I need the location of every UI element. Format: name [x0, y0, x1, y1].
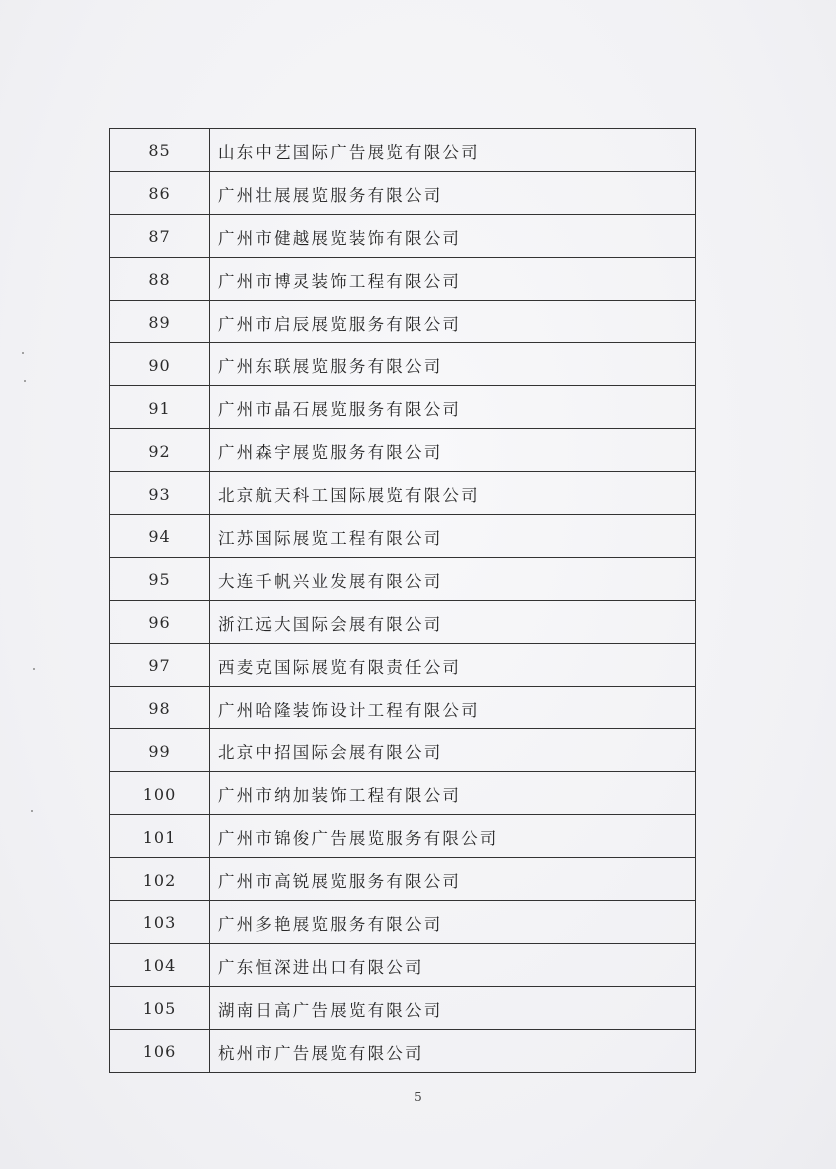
table-row: [110, 472, 695, 515]
table-row: [110, 944, 695, 987]
company-name-cell: 广州壮展展览服务有限公司: [218, 185, 443, 205]
row-number-cell: 106: [110, 1030, 210, 1072]
company-name-cell: 广州市锦俊广告展览服务有限公司: [218, 829, 499, 849]
table-row: [110, 901, 695, 944]
company-name-cell: 广州森宇展览服务有限公司: [218, 443, 443, 463]
table-row: [110, 772, 695, 815]
row-number-cell: 92: [110, 429, 210, 471]
company-name-cell: 西麦克国际展览有限责任公司: [218, 657, 462, 677]
table-row: [110, 429, 695, 472]
table-row: [110, 301, 695, 344]
row-number-cell: 90: [110, 343, 210, 385]
row-number-cell: 89: [110, 301, 210, 343]
row-number-cell: 104: [110, 944, 210, 986]
company-name-cell: 广州市启辰展览服务有限公司: [218, 314, 462, 334]
row-number-cell: 85: [110, 129, 210, 171]
company-name-cell: 广州市博灵装饰工程有限公司: [218, 271, 462, 291]
row-number-cell: 98: [110, 687, 210, 729]
row-number-cell: 103: [110, 901, 210, 943]
company-name-cell: 山东中艺国际广告展览有限公司: [218, 142, 480, 162]
row-number-cell: 87: [110, 215, 210, 257]
company-name-cell: 广州多艳展览服务有限公司: [218, 914, 443, 934]
row-number-cell: 88: [110, 258, 210, 300]
row-number-cell: 97: [110, 644, 210, 686]
table-row: [110, 258, 695, 301]
table-row: [110, 558, 695, 601]
row-number-cell: 100: [110, 772, 210, 814]
company-name-cell: 广州哈隆装饰设计工程有限公司: [218, 700, 480, 720]
row-number-cell: 95: [110, 558, 210, 600]
table-row: [110, 343, 695, 386]
table-row: [110, 815, 695, 858]
table-row: [110, 129, 695, 172]
row-number-cell: 101: [110, 815, 210, 857]
table-row: [110, 386, 695, 429]
row-number-cell: 102: [110, 858, 210, 900]
company-name-cell: 广州市晶石展览服务有限公司: [218, 400, 462, 420]
table-row: [110, 987, 695, 1030]
table-row: [110, 858, 695, 901]
scan-speck: [33, 668, 35, 670]
company-name-cell: 大连千帆兴业发展有限公司: [218, 571, 443, 591]
table-row: [110, 644, 695, 687]
company-name-cell: 北京航天科工国际展览有限公司: [218, 486, 480, 506]
company-name-cell: 广州市纳加装饰工程有限公司: [218, 786, 462, 806]
scan-speck: [22, 352, 24, 354]
company-name-cell: 江苏国际展览工程有限公司: [218, 528, 443, 548]
table-row: [110, 515, 695, 558]
company-name-cell: 湖南日高广告展览有限公司: [218, 1000, 443, 1020]
company-name-cell: 广州东联展览服务有限公司: [218, 357, 443, 377]
company-name-cell: 杭州市广告展览有限公司: [218, 1043, 424, 1063]
row-number-cell: 105: [110, 987, 210, 1029]
row-number-cell: 93: [110, 472, 210, 514]
table-row: [110, 687, 695, 730]
table-row: [110, 172, 695, 215]
scan-speck: [24, 380, 26, 382]
company-table: [109, 128, 696, 1073]
company-name-cell: 北京中招国际会展有限公司: [218, 743, 443, 763]
table-row: [110, 601, 695, 644]
row-number-cell: 91: [110, 386, 210, 428]
scan-speck: [31, 810, 33, 812]
row-number-cell: 94: [110, 515, 210, 557]
row-number-cell: 99: [110, 729, 210, 771]
table-row: [110, 729, 695, 772]
row-number-cell: 96: [110, 601, 210, 643]
company-name-cell: 浙江远大国际会展有限公司: [218, 614, 443, 634]
company-name-cell: 广州市高锐展览服务有限公司: [218, 872, 462, 892]
table-row: [110, 1030, 695, 1073]
company-name-cell: 广东恒深进出口有限公司: [218, 957, 424, 977]
row-number-cell: 86: [110, 172, 210, 214]
company-name-cell: 广州市健越展览装饰有限公司: [218, 228, 462, 248]
page-number: 5: [414, 1090, 422, 1104]
table-row: [110, 215, 695, 258]
